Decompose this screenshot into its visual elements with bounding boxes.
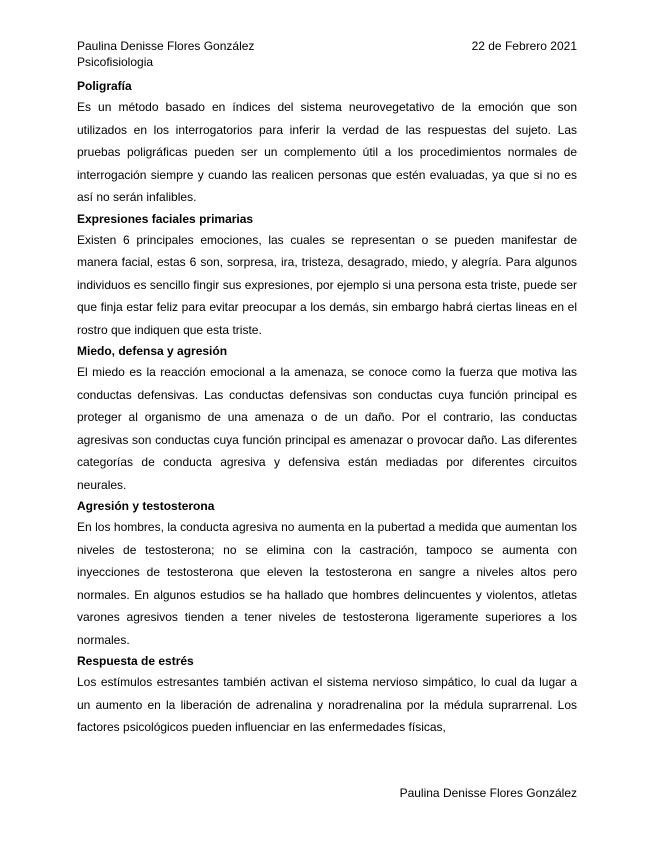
section-respuesta-estres (77, 651, 577, 739)
section-paragraph: El miedo es la reacción emocional a la amenaza, se conoce como la fuerza que motiva las conductas defensivas. Las conductas defensivas son conductas cuya función principal es proteger al organismo de una amenaza o de un daño. Por el contrario, las conductas agresivas son conductas cuya función principal es amenazar o provocar daño. Las diferentes categorías de conducta agresiva y defensiva están mediadas por diferentes circuitos neurales. (77, 365, 577, 492)
section-miedo-defensa-agresion (77, 341, 577, 496)
section-title: Respuesta de estrés (77, 654, 194, 668)
page-header (77, 38, 577, 70)
section-expresiones-faciales (77, 209, 577, 342)
section-poligrafia (77, 76, 577, 209)
page-footer (400, 785, 577, 801)
footer-author: Paulina Denisse Flores González (399, 786, 577, 800)
section-paragraph: Los estímulos estresantes también activan el sistema nervioso simpático, lo cual da lugar a un aumento en la liberación de adrenalina y noradrenalina por la médula suprarrenal. Los factores psicológicos pueden influenciar en las enfermedades físicas, (77, 675, 577, 734)
section-title: Agresión y testosterona (77, 499, 215, 513)
section-paragraph: Existen 6 principales emociones, las cuales se representan o se pueden manifestar de manera facial, estas 6 son, sorpresa, ira, tristeza, desagrado, miedo, y alegría. Para algunos individuos es sencillo fingir sus expresiones, por ejemplo si una persona esta triste, puede ser que finja estar feliz para evitar preocupar a los demás, sin embargo habrá ciertas lineas en el rostro que indiquen que esta triste. (77, 232, 577, 337)
section-agresion-testosterona (77, 496, 577, 651)
header-row (77, 38, 577, 54)
section-paragraph: En los hombres, la conducta agresiva no aumenta en la pubertad a medida que aumentan los niveles de testosterona; no se elimina con la castración, tampoco se aumenta con inyecciones de testosterona que eleven la testosterona en sangre a niveles altos pero normales. En algunos estudios se ha hallado que hombres delincuentes y violentos, atletas varones agresivos tienden a tener niveles de testosterona ligeramente superiores a los normales. (77, 520, 577, 647)
section-paragraph: Es un método basado en índices del sistema neurovegetativo de la emoción que son utilizados en los interrogatorios para inferir la verdad de las respuestas del sujeto. Las pruebas poligráficas pueden ser un complemento útil a los procedimientos normales de interrogación siempre y cuando las realicen personas que estén evaluadas, ya que si no es así no serán infalibles. (77, 100, 577, 204)
section-title: Expresiones faciales primarias (77, 211, 254, 226)
header-date: 22 de Febrero 2021 (471, 39, 577, 53)
header-author: Paulina Denisse Flores González (77, 39, 255, 53)
document-body (77, 76, 577, 739)
section-title: Miedo, defensa y agresión (77, 344, 228, 358)
header-subject: Psicofisiologia (77, 55, 154, 69)
section-title: Poligrafía (77, 79, 132, 93)
